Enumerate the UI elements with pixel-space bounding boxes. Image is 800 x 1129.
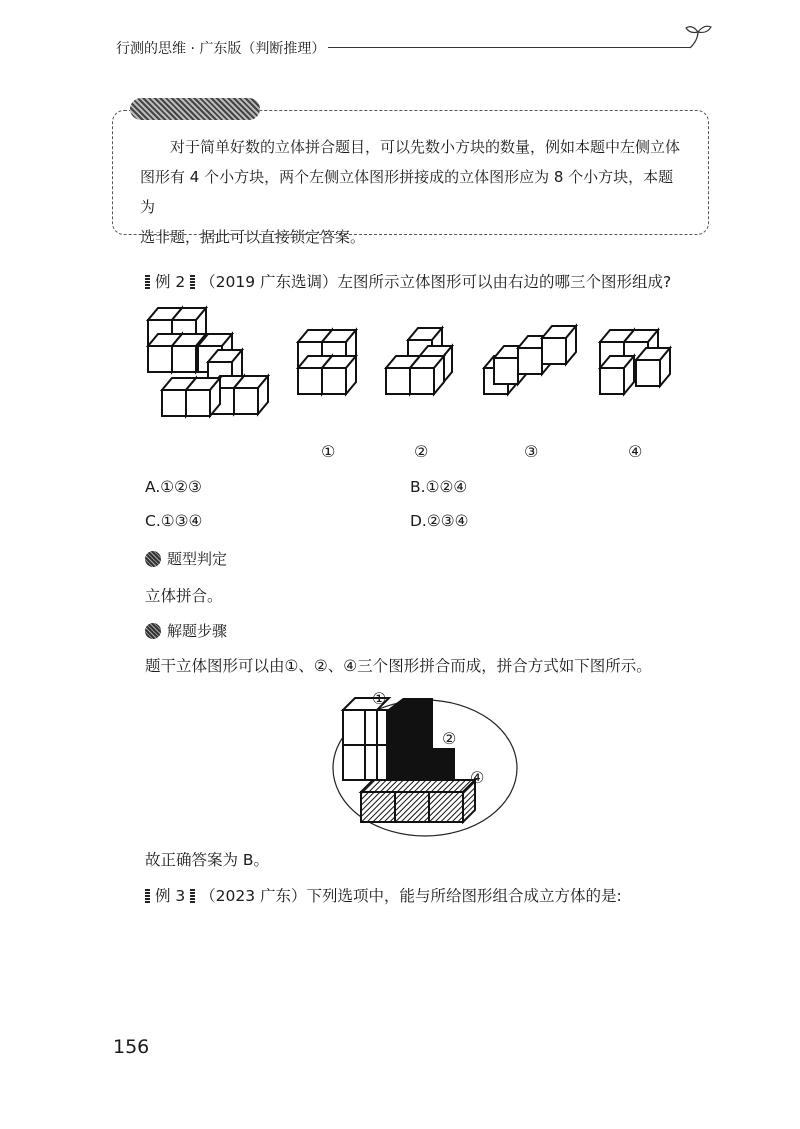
figure-1 — [298, 330, 356, 394]
example-2-question: （2019 广东选调）左图所示立体图形可以由右边的哪三个图形组成? — [200, 273, 672, 291]
option-d-key: D. — [410, 512, 427, 530]
tip-badge — [130, 98, 260, 120]
section-steps-body: 题干立体图形可以由①、②、④三个图形拼合而成，拼合方式如下图所示。 — [145, 657, 652, 675]
section-type-body: 立体拼合。 — [145, 587, 223, 605]
example-3-heading — [145, 884, 622, 906]
page-number: 156 — [113, 1036, 150, 1058]
tip-line-1: 对于简单好数的立体拼合题目，可以先数小方块的数量，例如本题中左侧立体 — [170, 138, 681, 156]
solution-label-1: ① — [372, 689, 387, 708]
tip-text — [140, 132, 685, 252]
section-type — [145, 548, 227, 569]
tip-line-2: 图形有 4 个小方块，两个左侧立体图形拼接成的立体图形应为 8 个小方块，本题为 — [140, 168, 674, 216]
example-2-heading — [145, 270, 671, 292]
example-bar-left — [145, 888, 150, 903]
tip-line-3: 选非题，据此可以直接锁定答案。 — [140, 228, 366, 246]
option-c-key: C. — [145, 512, 161, 530]
section-steps — [145, 620, 227, 641]
sprout-icon — [684, 22, 714, 50]
example-3-label: 例 3 — [154, 887, 186, 905]
example-bar-right — [190, 888, 195, 903]
section-bullet-icon — [145, 551, 161, 567]
option-a-key: A. — [145, 478, 161, 496]
figure-label-2: ② — [414, 442, 429, 461]
solution-piece-4 — [361, 780, 475, 822]
option-c-value: ①③④ — [160, 512, 203, 530]
example-bar-left — [145, 274, 150, 289]
option-d-value: ②③④ — [426, 512, 469, 530]
running-header: 行测的思维 · 广东版（判断推理） — [116, 41, 326, 57]
header-rule — [328, 47, 690, 48]
example-2-label: 例 2 — [154, 273, 186, 291]
section-steps-title: 解题步骤 — [167, 622, 228, 640]
figure-label-1: ① — [321, 442, 336, 461]
figure-3 — [484, 326, 576, 394]
figure-label-4: ④ — [628, 442, 643, 461]
section-bullet-icon — [145, 623, 161, 639]
section-type-title: 题型判定 — [167, 550, 228, 568]
option-c[interactable] — [145, 512, 202, 530]
conclusion: 故正确答案为 B。 — [145, 851, 270, 869]
figure-2 — [386, 328, 452, 394]
main-figure — [148, 308, 268, 416]
example-3-question: （2023 广东）下列选项中，能与所给图形组合成立方体的是: — [200, 887, 622, 905]
option-d[interactable] — [410, 512, 469, 530]
solution-label-2: ② — [442, 729, 457, 748]
figure-label-3: ③ — [524, 442, 539, 461]
example-bar-right — [190, 274, 195, 289]
figure-4 — [600, 330, 670, 394]
solution-label-4: ④ — [470, 768, 485, 787]
option-a-value: ①②③ — [160, 478, 202, 496]
solution-piece-1 — [343, 698, 389, 780]
option-a[interactable] — [145, 478, 202, 496]
example-2-figures — [140, 300, 700, 435]
option-b-key: B. — [410, 478, 426, 496]
solution-figure — [325, 688, 520, 838]
option-b-value: ①②④ — [425, 478, 468, 496]
option-b[interactable] — [410, 478, 467, 496]
